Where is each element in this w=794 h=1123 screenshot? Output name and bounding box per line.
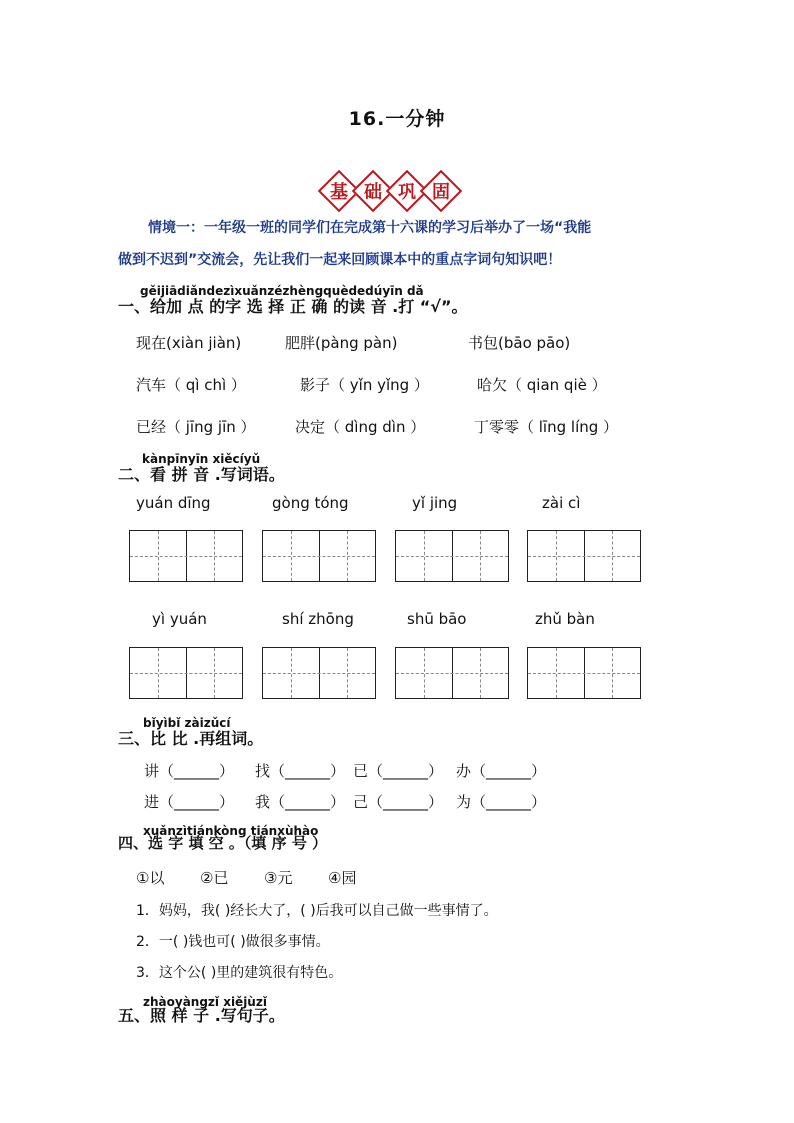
s2-pinyin-label: zài cì xyxy=(542,494,581,512)
intro-line-1: 情境一：一年级一班的同学们在完成第十六课的学习后举办了一场“我能 xyxy=(148,220,592,236)
s1-item: 书包(bāo pāo) xyxy=(468,334,571,352)
s1-item: 汽车（ qì chì ） xyxy=(136,376,246,394)
s4-pinyin: xuǎnzìtiánkòng tiánxùhào xyxy=(143,824,319,838)
word-blank[interactable]: 己（______） xyxy=(353,793,444,811)
s2-pinyin-label: yǐ jing xyxy=(412,494,458,512)
s2-pinyin-label: yuán dīng xyxy=(136,494,211,512)
badge-char: 固 xyxy=(426,176,456,206)
s1-pinyin: gěijiādiǎndezìxuǎnzézhèngquèdedúyīn dǎ xyxy=(140,284,424,298)
writing-grid[interactable] xyxy=(527,647,641,699)
s1-heading: 一、给加 点 的字 选 择 正 确 的读 音 .打 “√”。 xyxy=(118,297,468,316)
badge-char: 基 xyxy=(324,176,354,206)
s3-pinyin: bǐyìbǐ zàizǔcí xyxy=(143,716,231,730)
writing-grid[interactable] xyxy=(129,530,243,582)
badge-char: 巩 xyxy=(392,176,422,206)
s2-pinyin-label: yì yuán xyxy=(152,610,207,628)
question-1[interactable]: 1．妈妈，我( )经长大了，( )后我可以自己做一些事情了。 xyxy=(136,903,498,919)
badge-char: 础 xyxy=(358,176,388,206)
writing-grid[interactable] xyxy=(262,530,376,582)
word-blank[interactable]: 找（______） xyxy=(255,762,346,780)
s3-heading: 三、比 比 .再组词。 xyxy=(118,729,264,748)
s1-item: 决定（ dìng dìn ） xyxy=(295,418,426,436)
intro-line-2: 做到不迟到”交流会，先让我们一起来回顾课本中的重点字词句知识吧！ xyxy=(118,252,562,268)
writing-grid[interactable] xyxy=(395,647,509,699)
writing-grid[interactable] xyxy=(129,647,243,699)
s4-heading: 四、选 字 填 空 。（填 序 号 ） xyxy=(118,834,328,852)
s2-pinyin: kànpīnyīn xiěcíyǔ xyxy=(142,452,261,466)
s2-pinyin-label: shí zhōng xyxy=(282,610,354,628)
s2-heading: 二、看 拼 音 .写词语。 xyxy=(118,465,285,484)
word-blank[interactable]: 我（______） xyxy=(255,793,346,811)
option-item: ②已 xyxy=(200,869,229,887)
word-blank[interactable]: 讲（______） xyxy=(144,762,235,780)
word-blank[interactable]: 办（______） xyxy=(456,762,547,780)
s1-item: 现在(xiàn jiàn) xyxy=(136,334,242,352)
s1-item: 影子（ yǐn yǐng ） xyxy=(300,376,429,394)
question-2[interactable]: 2．一( )钱也可( )做很多事情。 xyxy=(136,934,330,950)
page-title: 16.一分钟 xyxy=(348,108,446,130)
s1-item: 哈欠（ qian qiè ） xyxy=(477,376,607,394)
writing-grid[interactable] xyxy=(262,647,376,699)
s2-pinyin-label: zhǔ bàn xyxy=(535,610,595,628)
option-item: ④园 xyxy=(328,869,357,887)
s1-item: 已经（ jīng jīn ） xyxy=(136,418,256,436)
writing-grid[interactable] xyxy=(395,530,509,582)
word-blank[interactable]: 进（______） xyxy=(144,793,235,811)
word-blank[interactable]: 为（______） xyxy=(456,793,547,811)
s1-item: 丁零零（ līng líng ） xyxy=(474,418,619,436)
word-blank[interactable]: 已（______） xyxy=(353,762,444,780)
section-badge xyxy=(324,176,456,206)
s5-heading: 五、照 样 子 .写句子。 xyxy=(118,1006,285,1025)
s2-pinyin-label: shū bāo xyxy=(407,610,467,628)
s2-pinyin-label: gòng tóng xyxy=(272,494,349,512)
option-item: ①以 xyxy=(136,869,165,887)
writing-grid[interactable] xyxy=(527,530,641,582)
question-3[interactable]: 3．这个公( )里的建筑很有特色。 xyxy=(136,965,343,981)
s1-item: 肥胖(pàng pàn) xyxy=(285,334,398,352)
option-item: ③元 xyxy=(264,869,293,887)
s5-pinyin: zhàoyàngzǐ xiějùzǐ xyxy=(143,995,267,1009)
